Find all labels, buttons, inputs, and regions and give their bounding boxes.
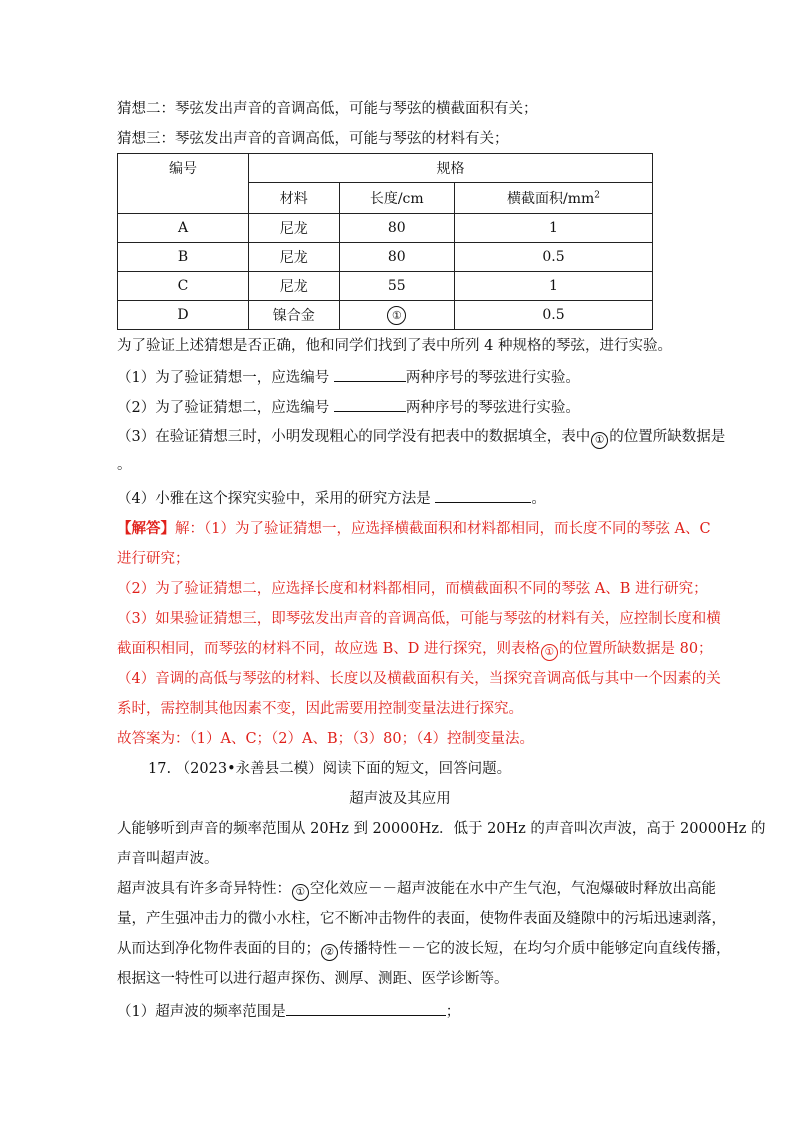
guess-two: 猜想二：琴弦发出声音的音调高低，可能与琴弦的横截面积有关； xyxy=(117,101,538,117)
cell-material: 尼龙 xyxy=(249,272,340,301)
question-1 xyxy=(117,367,580,388)
article-para-2-line-2: 量，产生强冲击力的微小水柱，它不断冲击物件的表面，使物件表面及缝隙中的污垢迅速剥落， xyxy=(117,911,726,927)
cell-length: 80 xyxy=(339,243,454,272)
question-2-text: （2）为了验证猜想二，应选编号 xyxy=(117,400,330,416)
para-2-text: 空化效应－－超声波能在水中产生气泡，气泡爆破时释放出高能 xyxy=(310,881,716,897)
answer-line-2: 进行研究； xyxy=(117,551,190,567)
answer-2: （2）为了验证猜想二，应选择长度和材料都相同，而横截面积不同的琴弦 A、B 进行研究； xyxy=(117,581,708,597)
question-17-1 xyxy=(117,1001,460,1022)
question-4 xyxy=(117,488,546,509)
cell-material: 尼龙 xyxy=(249,243,340,272)
article-title: 超声波及其应用 xyxy=(349,791,451,807)
para-2-line-3-text: 传播特性－－它的波长短，在均匀介质中能够定向直线传播， xyxy=(339,941,731,957)
cell-area: 0.5 xyxy=(455,243,653,272)
circled-one-mark: ① xyxy=(591,432,608,449)
cell-id: C xyxy=(118,272,249,301)
answer-4-line-2: 系时，需控制其他因素不变，因此需要用控制变量法进行探究。 xyxy=(117,701,523,717)
answer-blank-1[interactable] xyxy=(334,367,406,382)
cell-id: A xyxy=(118,214,249,243)
para-2-lead: 超声波具有许多奇异特性： xyxy=(117,881,291,897)
question-17-1-text: （1）超声波的频率范围是 xyxy=(117,1004,286,1020)
cell-area: 0.5 xyxy=(455,301,653,330)
header-area-text: 横截面积/mm xyxy=(507,191,595,207)
question-2-tail: 两种序号的琴弦进行实验。 xyxy=(405,400,580,416)
table-row xyxy=(118,301,653,330)
table-row xyxy=(118,243,653,272)
question-3 xyxy=(117,427,725,449)
answer-3-line-2 xyxy=(117,639,713,661)
answer-3-text: 截面积相同，而琴弦的材料不同，故应选 B、D 进行探究，则表格 xyxy=(117,641,540,657)
header-spec: 规格 xyxy=(249,154,653,183)
answer-3-line-1: （3）如果验证猜想三，即琴弦发出声音的音调高低，可能与琴弦的材料有关，应控制长度和横 xyxy=(117,611,721,627)
article-para-1-line-1: 人能够听到声音的频率范围从 20Hz 到 20000Hz．低于 20Hz 的声音叫次声波，高于 20000Hz 的 xyxy=(117,821,766,837)
answer-1-text: 解：（1）为了验证猜想一，应选择横截面积和材料都相同，而长度不同的琴弦 A、C xyxy=(175,521,711,537)
string-spec-table xyxy=(117,153,653,330)
circled-two-mark: ② xyxy=(321,944,338,961)
cell-length xyxy=(339,301,454,330)
question-3-text: （3）在验证猜想三时，小明发现粗心的同学没有把表中的数据填全，表中 xyxy=(117,429,591,445)
answer-3-tail: 的位置所缺数据是 80； xyxy=(559,641,713,657)
table-row xyxy=(118,214,653,243)
intro-text: 为了验证上述猜想是否正确，他和同学们找到了表中所列 4 种规格的琴弦，进行实验。 xyxy=(117,338,672,354)
answer-tag: 【解答】 xyxy=(117,520,175,537)
cell-id: D xyxy=(118,301,249,330)
para-2-line-3-lead: 从而达到净化物件表面的目的； xyxy=(117,941,320,957)
question-4-text: （4）小雅在这个探究实验中，采用的研究方法是 xyxy=(117,491,431,507)
article-para-2-line-4: 根据这一特性可以进行超声探伤、测厚、测距、医学诊断等。 xyxy=(117,971,509,987)
answer-blank-17-1[interactable] xyxy=(286,1001,446,1016)
table-row xyxy=(118,272,653,301)
answer-blank-2[interactable] xyxy=(334,397,406,412)
header-id: 编号 xyxy=(118,154,249,214)
answer-blank-4[interactable] xyxy=(435,488,531,503)
header-material: 材料 xyxy=(249,183,340,214)
article-para-2-line-1 xyxy=(117,879,716,901)
cell-id: B xyxy=(118,243,249,272)
guess-three: 猜想三：琴弦发出声音的音调高低，可能与琴弦的材料有关； xyxy=(117,131,509,147)
header-area xyxy=(455,183,653,214)
question-3-tail: 的位置所缺数据是 xyxy=(609,429,726,445)
question-2 xyxy=(117,397,580,418)
header-area-sup: 2 xyxy=(594,190,601,201)
cell-area: 1 xyxy=(455,272,653,301)
question-1-tail: 两种序号的琴弦进行实验。 xyxy=(405,370,580,386)
final-answer: 故答案为：（1）A、C；（2）A、B；（3）80；（4）控制变量法。 xyxy=(117,731,535,747)
cell-length: 80 xyxy=(339,214,454,243)
header-length: 长度/cm xyxy=(339,183,454,214)
article-para-1-line-2: 声音叫超声波。 xyxy=(117,851,219,867)
table-header-row xyxy=(118,154,653,183)
circled-one-mark: ① xyxy=(292,884,309,901)
cell-area: 1 xyxy=(455,214,653,243)
article-para-2-line-3 xyxy=(117,939,731,961)
circled-one-mark: ① xyxy=(387,306,406,325)
answer-4-line-1: （4）音调的高低与琴弦的材料、长度以及横截面积有关，当探究音调高低与其中一个因素的关 xyxy=(117,671,721,687)
question-4-tail: 。 xyxy=(531,491,546,507)
cell-material: 尼龙 xyxy=(249,214,340,243)
question-3-end: 。 xyxy=(117,457,132,473)
question-17-1-tail: ； xyxy=(445,1004,461,1020)
question-17-header: 17. （2023•永善县二模）阅读下面的短文，回答问题。 xyxy=(148,761,512,777)
answer-line-1 xyxy=(117,519,711,539)
circled-one-mark: ① xyxy=(541,644,558,661)
cell-length: 55 xyxy=(339,272,454,301)
question-1-text: （1）为了验证猜想一，应选编号 xyxy=(117,370,330,386)
cell-material: 镍合金 xyxy=(249,301,340,330)
